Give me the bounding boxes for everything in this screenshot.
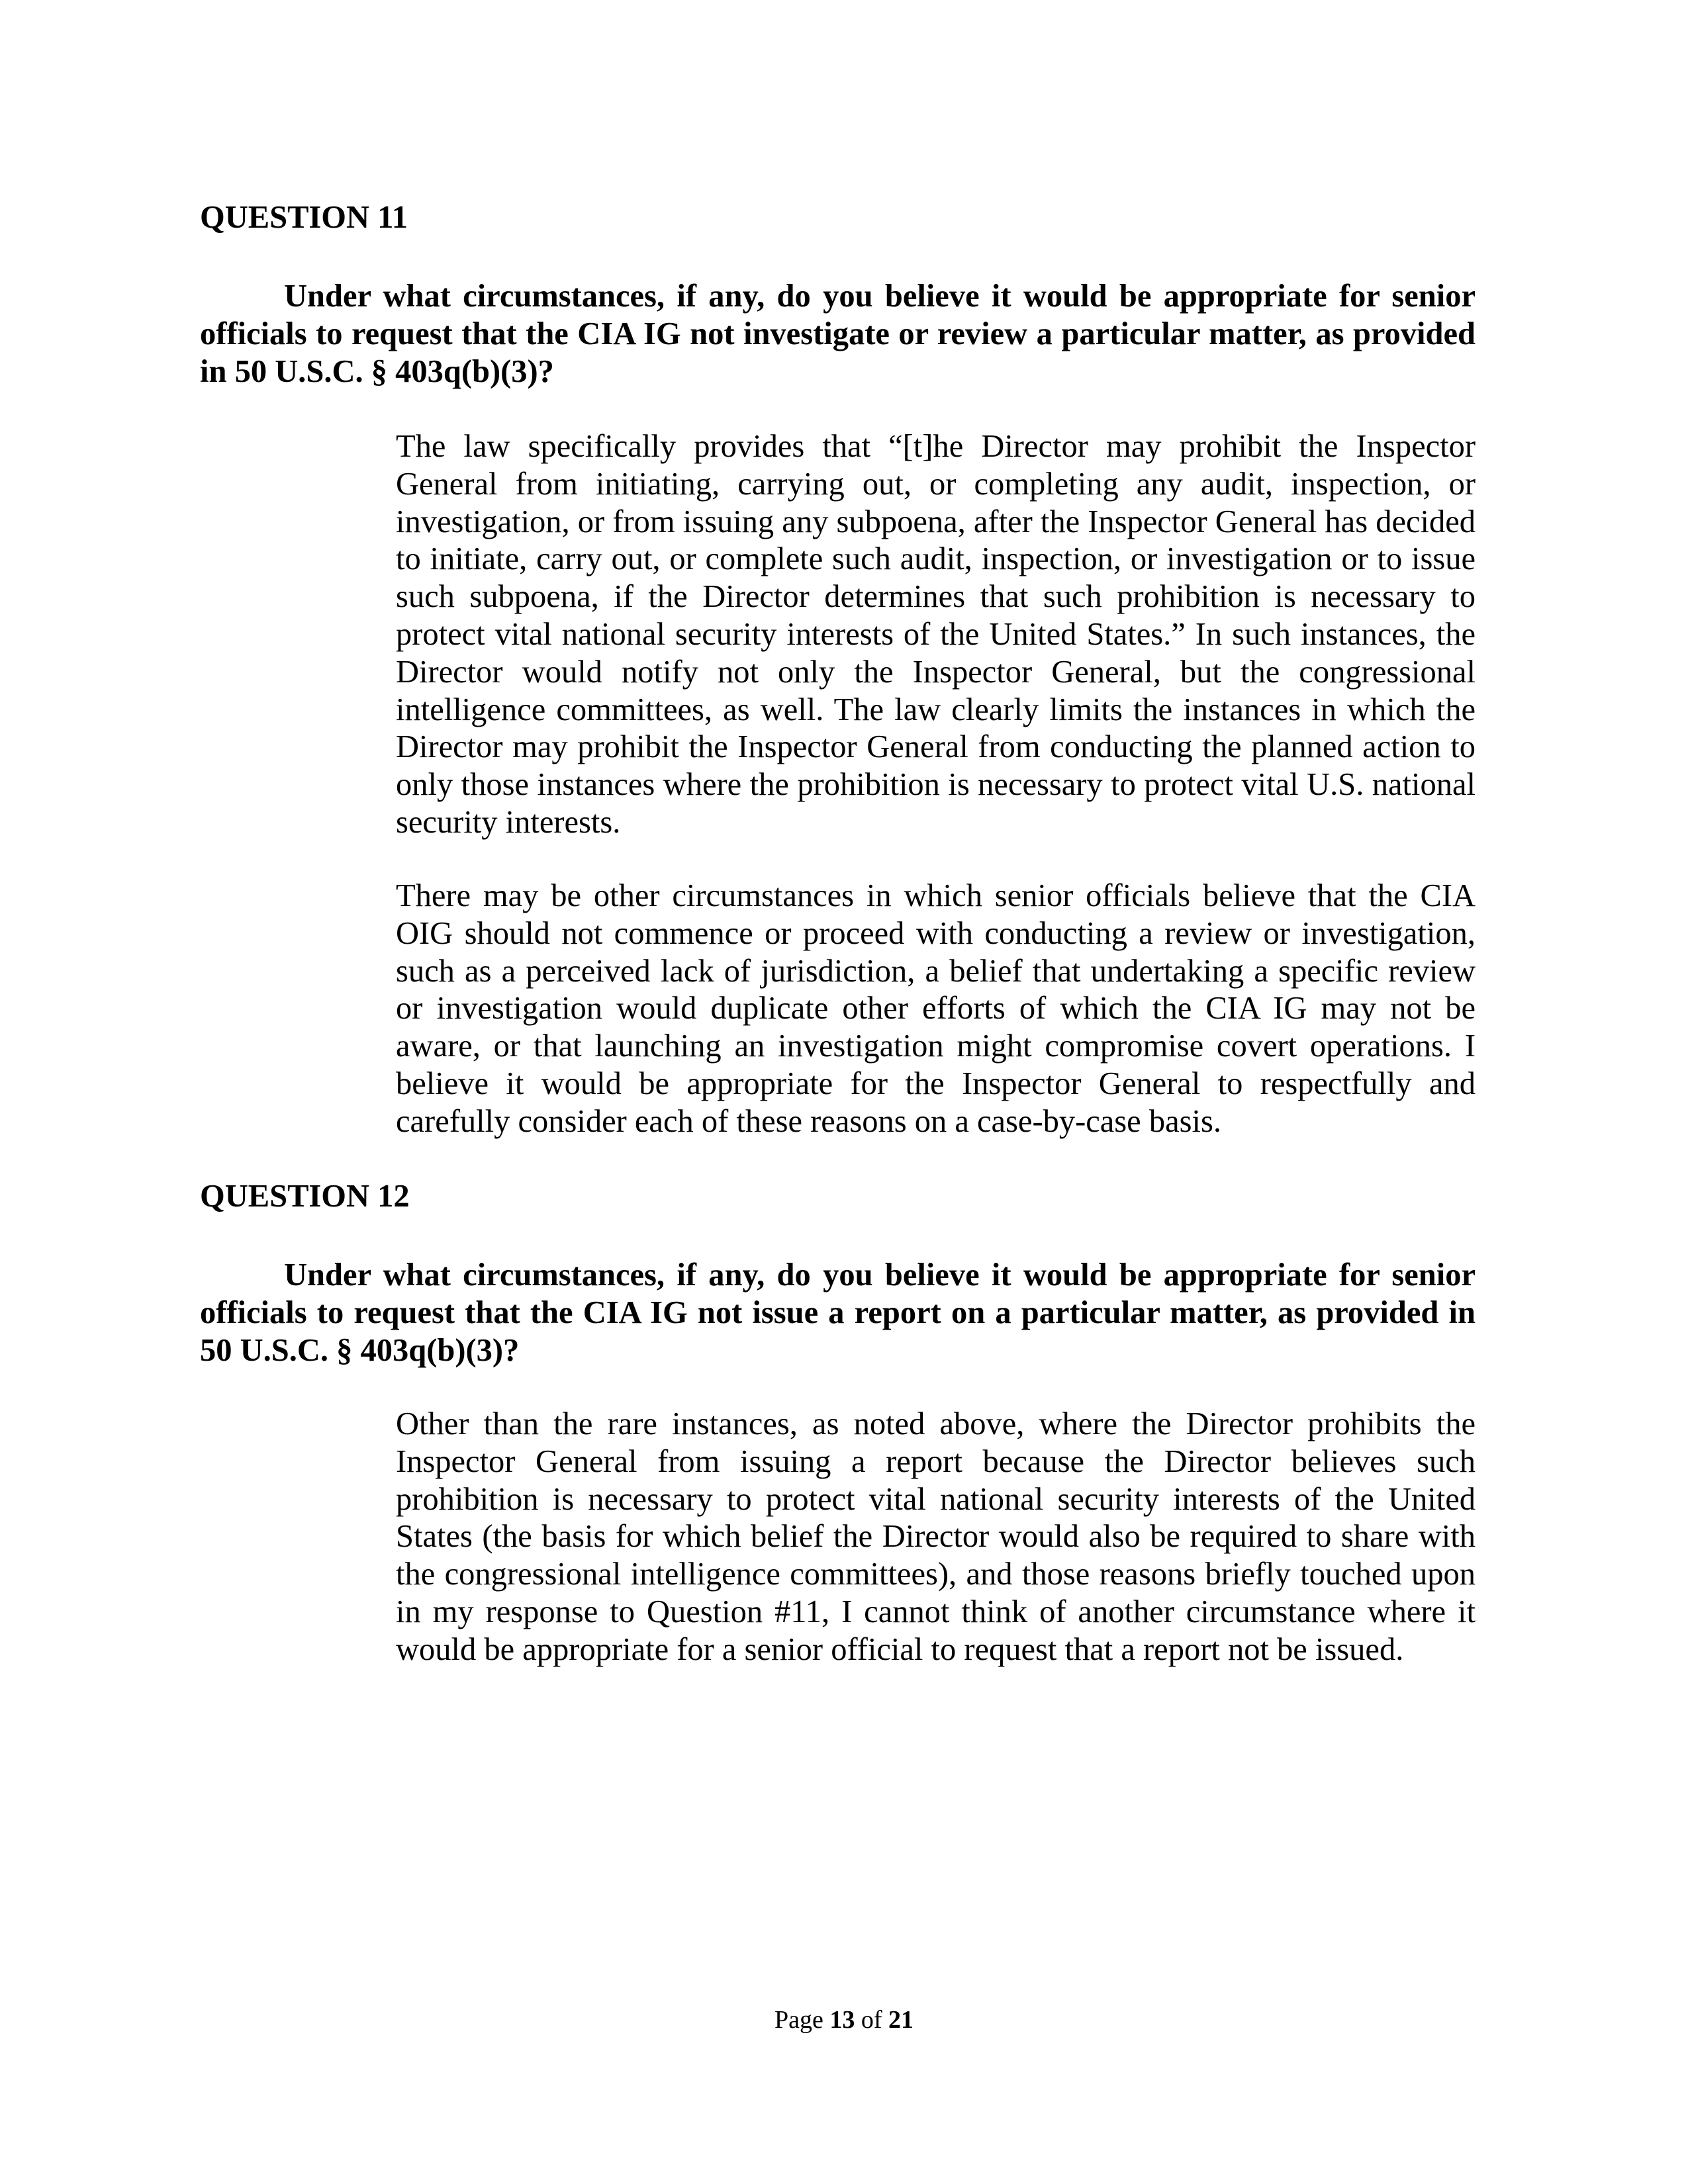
total-pages: 21 [888, 2006, 914, 2034]
page-footer [0, 2005, 1688, 2034]
page-of: of [861, 2006, 882, 2034]
question-11-answer-paragraph-1: The law specifically provides that “[t]he Director may prohibit the Inspector General from initiating, carrying out, or completing any audit, inspection, or investigation, or from issuing any subpoena, after the Inspector General has decided to initiate, carry out, or complete such audit, inspection, or investigation or to issue such subpoena, if the Director determines that such prohibition is necessary to protect vital national security interests of the United States.” In such instances, the Director would notify not only the Inspector General, but the congressional intelligence committees, as well. The law clearly limits the instances in which the Director may prohibit the Inspector General from conducting the planned action to only those instances where the prohibition is necessary to protect vital U.S. national security interests. [396, 429, 1476, 840]
question-12-text: Under what circumstances, if any, do you believe it would be appropriate for senior officials to request that the CIA IG not issue a report on a particular matter, as provided in 50 U.S.C. § 403q(b)(3)? [200, 1257, 1476, 1368]
page-number: 13 [829, 2006, 855, 2034]
question-11-text: Under what circumstances, if any, do you believe it would be appropriate for senior officials to request that the CIA IG not investigate or review a particular matter, as provided in 50 U.S.C. § 403q(b)(3)? [200, 279, 1476, 389]
page-prefix: Page [774, 2006, 823, 2034]
question-12-answer-paragraph-1: Other than the rare instances, as noted above, where the Director prohibits the Inspector General from issuing a report because the Director believes such prohibition is necessary to protect vital national security interests of the United States (the basis for which belief the Director would also be required to share with the congressional intelligence committees), and those reasons briefly touched upon in my response to Question #11, I cannot think of another circumstance where it would be appropriate for a senior official to request that a report not be issued. [396, 1406, 1476, 1667]
question-11-heading: QUESTION 11 [200, 200, 408, 235]
question-12-heading: QUESTION 12 [200, 1179, 410, 1214]
question-11-answer-paragraph-2: There may be other circumstances in which senior officials believe that the CIA OIG should not commence or proceed with conducting a review or investigation, such as a perceived lack of jurisdiction, a belief that undertaking a specific review or investigation would duplicate other efforts of which the CIA IG may not be aware, or that launching an investigation might compromise covert operations. I believe it would be appropriate for the Inspector General to respectfully and carefully consider each of these reasons on a case-by-case basis. [396, 878, 1476, 1139]
